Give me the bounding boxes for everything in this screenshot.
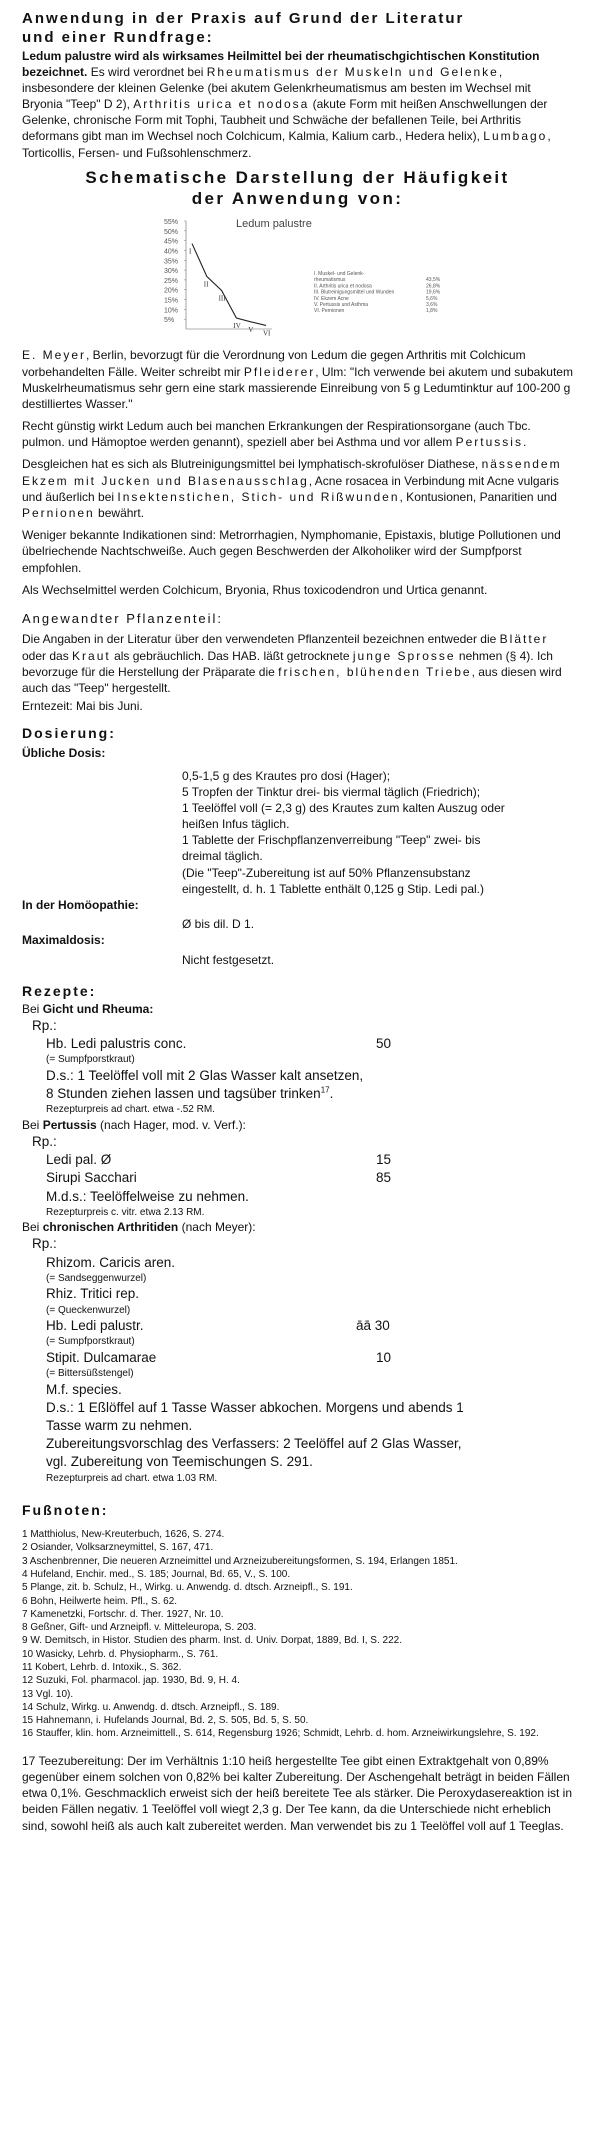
footnote-item: 3 Aschenbrenner, Die neueren Arzneimittel und Arzneizubereitungsformen, S. 194, Erlangen 1851.	[22, 1555, 458, 1567]
text-run: (nach Meyer):	[178, 1220, 256, 1235]
ingredient-name: Sirupi Sacchari	[46, 1170, 137, 1186]
ingredient-name: Ledi pal. Ø	[46, 1152, 112, 1168]
signature-line: Tasse warm zu nehmen.	[46, 1417, 193, 1433]
recipe-arthritis	[22, 1219, 573, 1485]
recipe-indication: Pertussis	[42, 1117, 97, 1132]
ingredient-synonym: (= Bittersüßstengel)	[46, 1368, 134, 1380]
intro-heading-line1: Anwendung in der Praxis auf Grund der Literatur	[22, 10, 465, 27]
recipe-pertussis	[22, 1117, 573, 1220]
ingredient-name: Hb. Ledi palustris conc.	[46, 1036, 187, 1052]
spaced-term: nässendem Ekzem mit Jucken und Blasenausschlag	[22, 457, 562, 488]
chart-point-label: IV	[233, 322, 241, 331]
chart-legend-label: II. Arthritis urica et nodosa	[314, 283, 372, 290]
chart-ytick-label: 5%	[164, 317, 175, 325]
chart-point-label: VI	[263, 329, 271, 338]
text-run: .	[522, 435, 527, 450]
text-run: Bei	[22, 1220, 43, 1235]
ingredient-row	[22, 1349, 573, 1367]
dose-line: eingestellt, d. h. 1 Tablette enthält 0,125 g Stip. Ledi pal.)	[182, 881, 484, 896]
chart-ytick-label: 45%	[164, 238, 179, 246]
text-run: Recht günstig wirkt Ledum auch bei manchen Erkrankungen der Respirationsorgane (auch Tbc. pulmon. und Hämoptoe werden genannt), speziell aber bei Asthma und vor allem	[22, 419, 531, 450]
spaced-term: Rheumatismus der Muskeln und Gelenke	[206, 64, 499, 79]
text-run: als gebräuchlich. Das HAB. läßt getrocknete	[110, 648, 353, 663]
chart-point-label: V	[248, 326, 254, 335]
chart-legend-label: VI. Pernionen	[314, 308, 345, 315]
text-run: , Kontusionen, Panaritien und	[399, 489, 557, 504]
ingredient-synonym: (= Sandseggenwurzel)	[46, 1272, 147, 1284]
chart-legend-value: 43,5%	[426, 277, 441, 284]
text-run: , Berlin, bevorzugt für die Verordnung von Ledum die gegen Arthritis mit Colchicum vorbehandelten Fälle. Weiter schreibt mir	[22, 348, 526, 379]
chart-ytick-label: 20%	[164, 288, 179, 296]
spaced-term: Pertussis	[455, 435, 523, 450]
lesser-indications-paragraph: Weniger bekannte Indikationen sind: Metrorrhagien, Nymphomanie, Epistaxis, blutige Pollutionen und übelriechende Nachtschweiße. Auch gegen Beschwerden der Alkoholiker wird der Sumpfporst empfohlen.	[22, 528, 561, 575]
spaced-term: Arthritis urica et nodosa	[133, 97, 310, 112]
footnote-item: 14 Schulz, Wirkg. u. Anwendg. d. dtsch. Arzneipfl., S. 189.	[22, 1701, 280, 1713]
spaced-term: Insektenstichen, Stich- und Rißwunden	[117, 489, 400, 504]
ingredient-synonym: (= Sumpfporstkraut)	[46, 1336, 135, 1348]
text-run: , Torticollis, Fersen- und Fußsohlenschmerz.	[22, 129, 551, 160]
text-run: Die Angaben in der Literatur über den verwendeten Pflanzenteil bezeichnen entweder die	[22, 632, 500, 647]
chart-ytick-label: 40%	[164, 248, 179, 256]
chart-legend-label: III. Blutreinigungsmittel und Wunden	[314, 289, 395, 296]
spaced-term: Pernionen	[22, 506, 95, 520]
footnote-ref: 17	[320, 1085, 330, 1095]
harvest-time: Erntezeit: Mai bis Juni.	[22, 699, 143, 714]
ingredient-quantity: āā 30	[356, 1318, 390, 1334]
recipe-title	[22, 1219, 573, 1235]
spaced-term: Lumbago	[483, 129, 548, 144]
usual-dose-lines	[182, 768, 573, 898]
plant-part-paragraph	[22, 631, 573, 696]
text-run: , insbesondere der kleinen Gelenke (bei akutem Gelenkrheumatismus am besten im Wechsel mit Bryonia "Teep" D 2),	[22, 64, 531, 112]
text-run: Desgleichen hat es sich als Blutreinigungsmittel bei lymphatisch-skrofulöser Diathese,	[22, 457, 482, 472]
ingredient-row	[22, 1169, 573, 1187]
ingredient-quantity: 50	[376, 1036, 392, 1052]
footnote-17: 17 Teezubereitung: Der im Verhältnis 1:10 heiß hergestellte Tee gibt einen Extraktgehalt von 0,89% gegenüber einem solchen von 0,82% bei kalter Zubereitung. Der Aschengehalt beträgt in beiden Fällen etwa 0,1%. Geschmacklich erweist sich der heiß bereitete Tee als stärker. Die Peroxydasereaktion ist in beiden Fällen negativ. 1 Teelöffel voll wiegt 2,3 g. Der Tee kann, da die Unterschiede nicht erheblich sind, sowohl heiß als auch kalt zubereitet werden. Man verwendet bis zu 1 Teelöffel voll auf 1 Teeglas.	[22, 1753, 573, 1833]
dose-line: 1 Tablette der Frischpflanzenverreibung "Teep" zwei- bis	[182, 833, 481, 848]
text-run: bewährt.	[94, 506, 145, 520]
chart-legend-value: 1,8%	[426, 308, 438, 315]
chart-legend-label: I. Muskel- und Gelenk-	[314, 271, 365, 278]
schema-heading	[22, 167, 573, 210]
chart-yticks	[164, 219, 186, 324]
dose-line: 0,5-1,5 g des Krautes pro dosi (Hager);	[182, 768, 391, 783]
frequency-chart	[164, 213, 454, 341]
chart-ytick-label: 30%	[164, 268, 179, 276]
footnote-item: 4 Hufeland, Enchir. med., S. 185; Journal, Bd. 65, V., S. 100.	[22, 1568, 291, 1580]
footnote-item: 6 Bohn, Heilwerte heim. Pfl., S. 62.	[22, 1595, 178, 1607]
preparation-line: Zubereitungsvorschlag des Verfassers: 2 Teelöffel auf 2 Glas Wasser,	[46, 1436, 462, 1452]
text-run: oder das	[22, 648, 73, 663]
footnote-item: 11 Kobert, Lehrb. d. Intoxik., S. 362.	[22, 1662, 182, 1673]
recipe-price: Rezepturpreis ad chart. etwa 1.03 RM.	[46, 1472, 218, 1484]
signature-line: D.s.: 1 Eßlöffel auf 1 Tasse Wasser abkochen. Morgens und abends 1	[46, 1399, 464, 1415]
ingredient-quantity: 85	[376, 1170, 392, 1186]
dose-line: 5 Tropfen der Tinktur drei- bis viermal täglich (Friedrich);	[182, 784, 481, 799]
dose-line: dreimal täglich.	[182, 849, 263, 864]
recipes-heading: Rezepte:	[22, 982, 97, 999]
ingredient-name: Rhizom. Caricis aren.	[46, 1254, 176, 1270]
recipe-indication: chronischen Arthritiden	[42, 1220, 179, 1235]
recipe-title	[22, 1117, 573, 1133]
dose-line: 1 Teelöffel voll (= 2,3 g) des Krautes zum kalten Auszug oder	[182, 800, 505, 815]
alternating-remedies-paragraph: Als Wechselmittel werden Colchicum, Bryonia, Rhus toxicodendron und Urtica genannt.	[22, 582, 488, 597]
spaced-term: Blätter	[499, 632, 549, 647]
schema-heading-line2: der Anwendung von:	[191, 189, 404, 209]
footnote-item: 16 Stauffer, klin. hom. Arzneimittell., S. 614, Regensburg 1926; Schmidt, Lehrb. d. hom. Arzneiwirkungslehre, S. 192.	[22, 1728, 539, 1740]
spaced-term: frischen, blühenden Triebe	[278, 664, 472, 679]
ingredient-name: Stipit. Dulcamarae	[46, 1349, 157, 1365]
chart-legend	[314, 271, 441, 314]
footnote-item: 2 Osiander, Volksarzneymittel, S. 167, 471.	[22, 1542, 214, 1554]
footnote-list	[22, 1528, 573, 1741]
text-run: .	[329, 1085, 334, 1101]
signature-line	[22, 1085, 573, 1103]
spaced-term: E. Meyer	[22, 348, 87, 363]
signature-line: D.s.: 1 Teelöffel voll mit 2 Glas Wasser kalt ansetzen,	[46, 1067, 364, 1083]
text-run: , Ulm: "Ich verwende bei akutem und subakutem Muskelrheumatismus sehr gern eine stark massierende Einreibung von 5 g Ledumtinktur auf 100-200 g destilliertes Wasser."	[22, 364, 573, 411]
text-run: Bei	[22, 1117, 43, 1132]
text-run: Es wird verordnet bei	[87, 64, 207, 79]
ingredient-row	[22, 1317, 573, 1335]
intro-heading-line2: und einer Rundfrage:	[22, 28, 214, 46]
text-run: 8 Stunden ziehen lassen und tagsüber trinken	[46, 1085, 321, 1101]
preparation-line: vgl. Zubereitung von Teemischungen S. 291.	[46, 1454, 313, 1470]
dose-line: (Die "Teep"-Zubereitung ist auf 50% Pflanzensubstanz	[182, 865, 471, 880]
chart-point-label: II	[203, 280, 209, 289]
recipe-price: Rezepturpreis ad chart. etwa -.52 RM.	[46, 1104, 215, 1116]
chart-legend-value: 3,6%	[426, 302, 438, 309]
chart-legend-value: 5,6%	[426, 296, 438, 303]
usual-dose-label: Übliche Dosis:	[22, 746, 106, 761]
text-run: (akute Form mit heißen Anschwellungen der Gelenke, chronische Form mit Tophi, Taubheit und Schwäche der befallenen Teile, bei Arthritis deformans gibt man im Wechsel noch Colchicum, Kalmia, Kalium carb., Hedera helix),	[22, 97, 548, 144]
ingredient-quantity: 10	[376, 1349, 392, 1365]
plant-part-heading: Angewandter Pflanzenteil:	[22, 610, 224, 626]
rp-label: Rp.:	[32, 1236, 57, 1252]
chart-ytick-label: 10%	[164, 307, 179, 315]
text-run: , aus diesen wird auch das "Teep" hergestellt.	[22, 664, 562, 696]
chart-legend-label: V. Pertussis und Asthma	[314, 302, 369, 309]
footnote-item: 8 Geßner, Gift- und Arzneipfl. v. Mitteleuropa, S. 203.	[22, 1622, 257, 1634]
footnote-item: 9 W. Demitsch, in Histor. Studien des pharm. Inst. d. Univ. Dorpat, 1889, Bd. I, S. 222.	[22, 1635, 402, 1647]
chart-legend-value: 26,8%	[426, 283, 441, 290]
homeopathy-value: Ø bis dil. D 1.	[182, 917, 255, 932]
spaced-term: junge Sprosse	[352, 648, 456, 663]
text-run: nehmen (§ 4). Ich bevorzuge für die Herstellung der Präparate die	[22, 648, 553, 679]
ingredient-quantity: 15	[376, 1152, 392, 1168]
chart-ytick-label: 55%	[164, 219, 179, 227]
footnotes-heading: Fußnoten:	[22, 1502, 109, 1519]
footnote-item: 7 Kamenetzki, Fortschr. d. Ther. 1927, Nr. 10.	[22, 1608, 224, 1620]
intro-paragraph	[22, 48, 573, 161]
homeopathy-label: In der Homöopathie:	[22, 898, 139, 912]
recipe-gout	[22, 1001, 573, 1117]
spaced-term: Kraut	[72, 648, 111, 663]
blood-cleansing-paragraph	[22, 456, 573, 521]
signature-line: M.d.s.: Teelöffelweise zu nehmen.	[46, 1188, 249, 1204]
intro-bold: Ledum palustre wird als wirksames Heilmittel bei der rheumatischgichtischen Konstitution bezeichnet.	[22, 48, 540, 79]
footnote-item: 5 Plange, zit. b. Schulz, H., Wirkg. u. Anwendg. d. dtsch. Arzneipfl., S. 191.	[22, 1582, 353, 1594]
footnote-item: 12 Suzuki, Fol. pharmacol. jap. 1930, Bd. 9, H. 4.	[22, 1675, 240, 1687]
intro-heading	[22, 10, 573, 48]
dosage-heading: Dosierung:	[22, 725, 116, 742]
recipe-title	[22, 1001, 573, 1017]
chart-ytick-label: 35%	[164, 258, 179, 266]
dose-line: heißen Infus täglich.	[182, 817, 290, 832]
footnote-item: 13 Vgl. 10).	[22, 1688, 74, 1700]
text-run: , Acne rosacea in Verbindung mit Acne vulgaris und äußerlich bei	[22, 473, 559, 504]
chart-point-label: III	[218, 294, 226, 303]
footnote-item: 15 Hahnemann, i. Hufelands Journal, Bd. 2, S. 505, Bd. 5, S. 50.	[22, 1715, 309, 1727]
rp-label: Rp.:	[32, 1017, 57, 1033]
schema-heading-line1: Schematische Darstellung der Häufigkeit	[85, 167, 510, 187]
max-dose-value: Nicht festgesetzt.	[182, 952, 275, 967]
recipe-price: Rezepturpreis c. vitr. etwa 2.13 RM.	[46, 1206, 205, 1218]
ingredient-name: Hb. Ledi palustr.	[46, 1318, 144, 1334]
chart-axes	[186, 221, 272, 329]
recipe-indication: Gicht und Rheuma:	[42, 1001, 154, 1016]
chart-ytick-label: 15%	[164, 297, 179, 305]
respiratory-paragraph	[22, 418, 573, 450]
max-dose-label: Maximaldosis:	[22, 933, 105, 948]
chart-legend-value: 19,6%	[426, 289, 441, 296]
meyer-paragraph	[22, 347, 573, 412]
chart-ytick-label: 50%	[164, 229, 179, 237]
chart-ytick-label: 25%	[164, 278, 179, 286]
footnote-item: 1 Matthiolus, New-Kreuterbuch, 1626, S. 274.	[22, 1529, 225, 1541]
ingredient-row	[22, 1035, 573, 1053]
ingredient-name: Rhiz. Tritici rep.	[46, 1286, 140, 1302]
ingredient-synonym: (= Sumpfporstkraut)	[46, 1054, 135, 1066]
chart-legend-label: rheumatismus	[314, 277, 346, 284]
ingredient-synonym: (= Queckenwurzel)	[46, 1304, 131, 1316]
rp-label: Rp.:	[32, 1133, 57, 1149]
chart-legend-label: IV. Ekzem Acne	[314, 296, 349, 303]
footnote-item: 10 Wasicky, Lehrb. d. Physiopharm., S. 761.	[22, 1648, 219, 1660]
mixing-line: M.f. species.	[46, 1381, 122, 1397]
chart-point-label: I	[189, 247, 192, 256]
spaced-term: Pfleiderer	[243, 364, 316, 379]
text-run: Bei	[22, 1001, 43, 1016]
chart-title: Ledum palustre	[236, 218, 312, 231]
text-run: (nach Hager, mod. v. Verf.):	[96, 1117, 246, 1132]
ingredient-row	[22, 1151, 573, 1169]
